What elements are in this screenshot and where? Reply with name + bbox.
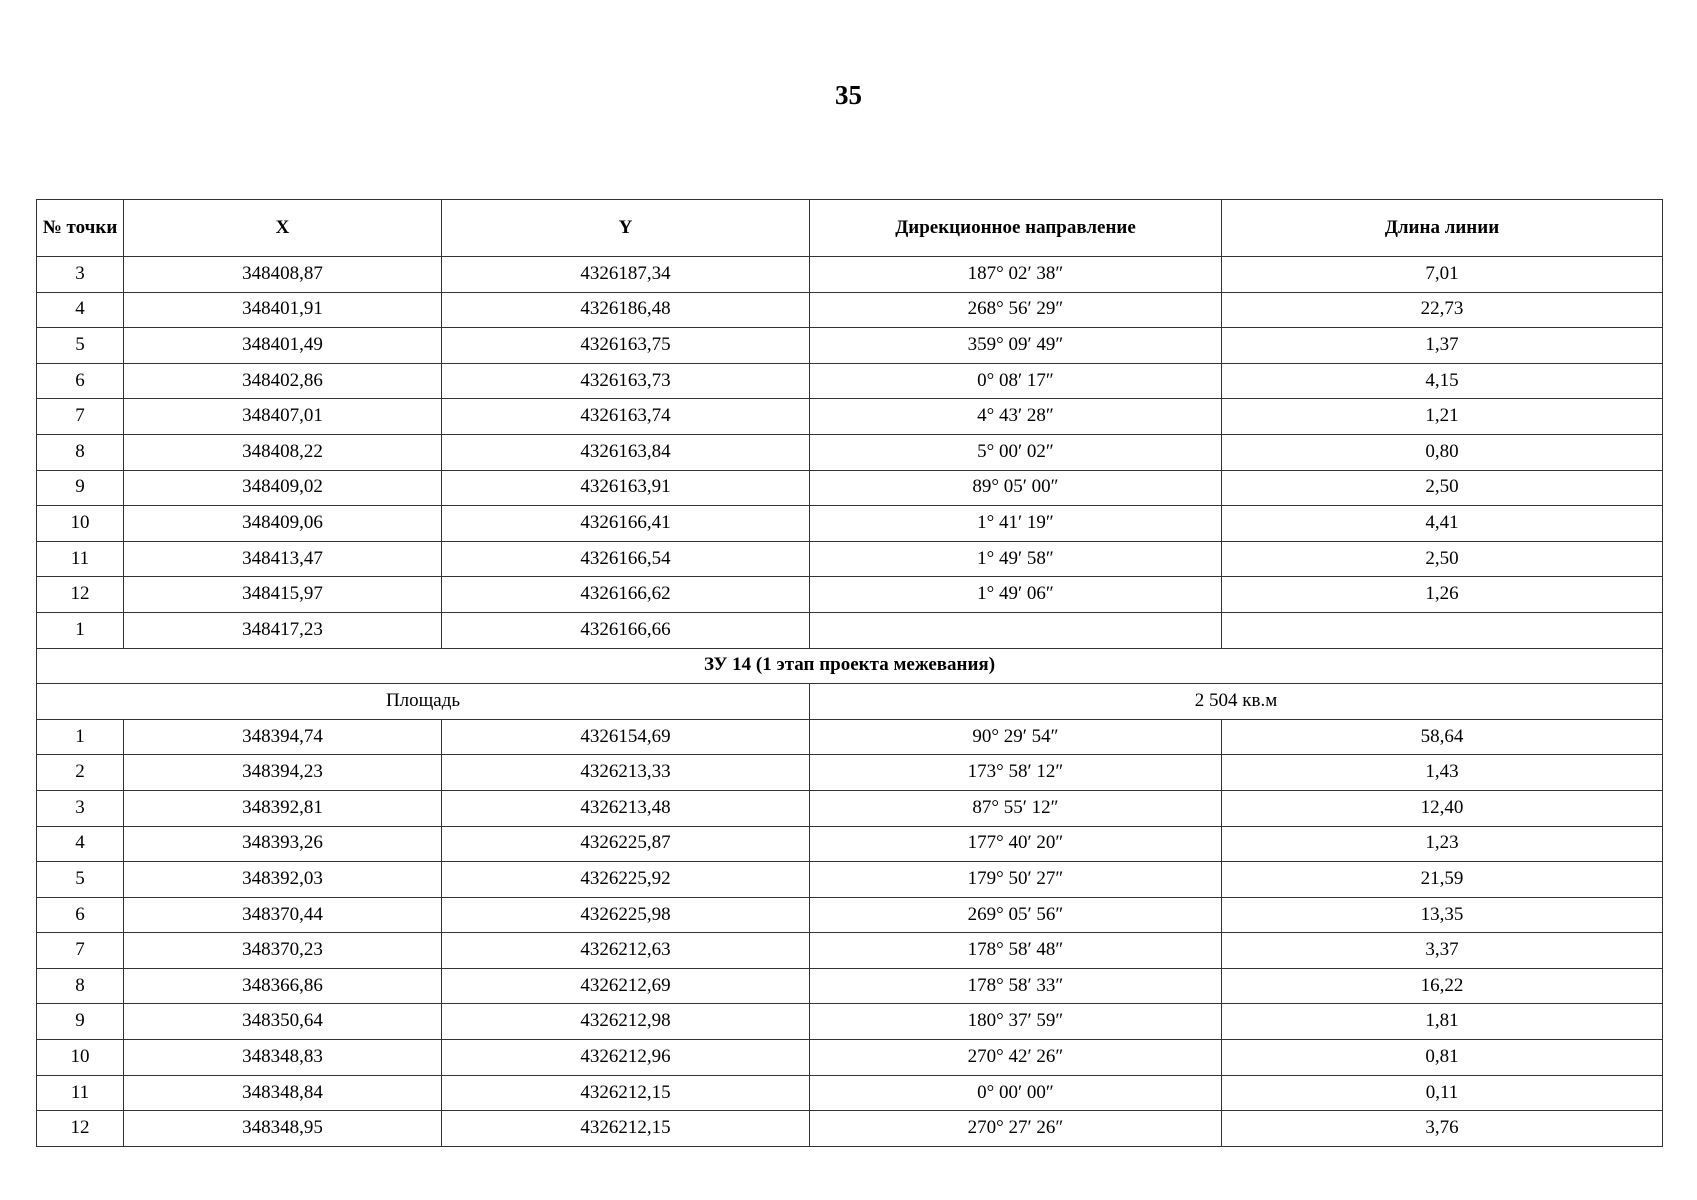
table-row xyxy=(37,897,1663,933)
x-cell: 348417,23 xyxy=(124,612,442,648)
table-row xyxy=(37,363,1663,399)
point-no-cell: 6 xyxy=(37,363,124,399)
length-cell: 3,37 xyxy=(1222,933,1663,969)
table-row xyxy=(37,862,1663,898)
x-cell: 348402,86 xyxy=(124,363,442,399)
x-cell: 348413,47 xyxy=(124,541,442,577)
direction-cell: 0° 00′ 00″ xyxy=(810,1075,1222,1111)
table-row xyxy=(37,577,1663,613)
header-direction: Дирекционное направление xyxy=(810,200,1222,257)
table-row xyxy=(37,1040,1663,1076)
direction-cell: 177° 40′ 20″ xyxy=(810,826,1222,862)
length-cell: 4,15 xyxy=(1222,363,1663,399)
x-cell: 348408,87 xyxy=(124,257,442,293)
direction-cell: 1° 41′ 19″ xyxy=(810,506,1222,542)
y-cell: 4326166,54 xyxy=(442,541,810,577)
point-no-cell: 11 xyxy=(37,1075,124,1111)
point-no-cell: 12 xyxy=(37,577,124,613)
area-label: Площадь xyxy=(37,684,810,720)
point-no-cell: 4 xyxy=(37,292,124,328)
direction-cell xyxy=(810,612,1222,648)
header-row xyxy=(37,200,1663,257)
direction-cell: 359° 09′ 49″ xyxy=(810,328,1222,364)
direction-cell: 178° 58′ 48″ xyxy=(810,933,1222,969)
table-row xyxy=(37,506,1663,542)
section-block xyxy=(37,648,1663,719)
x-cell: 348407,01 xyxy=(124,399,442,435)
table-row xyxy=(37,826,1663,862)
point-no-cell: 9 xyxy=(37,470,124,506)
table-row xyxy=(37,933,1663,969)
direction-cell: 4° 43′ 28″ xyxy=(810,399,1222,435)
length-cell: 1,37 xyxy=(1222,328,1663,364)
x-cell: 348366,86 xyxy=(124,968,442,1004)
point-no-cell: 11 xyxy=(37,541,124,577)
length-cell: 1,21 xyxy=(1222,399,1663,435)
length-cell: 1,81 xyxy=(1222,1004,1663,1040)
y-cell: 4326154,69 xyxy=(442,719,810,755)
table-row xyxy=(37,470,1663,506)
x-cell: 348370,44 xyxy=(124,897,442,933)
table-header xyxy=(37,200,1663,257)
y-cell: 4326163,91 xyxy=(442,470,810,506)
direction-cell: 270° 27′ 26″ xyxy=(810,1111,1222,1147)
x-cell: 348392,03 xyxy=(124,862,442,898)
length-cell: 0,81 xyxy=(1222,1040,1663,1076)
y-cell: 4326212,15 xyxy=(442,1111,810,1147)
table-row xyxy=(37,790,1663,826)
table-row xyxy=(37,399,1663,435)
y-cell: 4326212,69 xyxy=(442,968,810,1004)
x-cell: 348348,83 xyxy=(124,1040,442,1076)
table-row xyxy=(37,434,1663,470)
area-row xyxy=(37,684,1663,720)
y-cell: 4326186,48 xyxy=(442,292,810,328)
length-cell: 1,43 xyxy=(1222,755,1663,791)
y-cell: 4326213,48 xyxy=(442,790,810,826)
table-row xyxy=(37,541,1663,577)
direction-cell: 1° 49′ 06″ xyxy=(810,577,1222,613)
direction-cell: 1° 49′ 58″ xyxy=(810,541,1222,577)
table-row xyxy=(37,257,1663,293)
table-row xyxy=(37,1111,1663,1147)
table-row xyxy=(37,755,1663,791)
point-no-cell: 10 xyxy=(37,506,124,542)
y-cell: 4326213,33 xyxy=(442,755,810,791)
y-cell: 4326212,63 xyxy=(442,933,810,969)
y-cell: 4326163,74 xyxy=(442,399,810,435)
point-no-cell: 5 xyxy=(37,862,124,898)
point-no-cell: 7 xyxy=(37,933,124,969)
y-cell: 4326166,41 xyxy=(442,506,810,542)
direction-cell: 173° 58′ 12″ xyxy=(810,755,1222,791)
point-no-cell: 3 xyxy=(37,790,124,826)
point-no-cell: 8 xyxy=(37,434,124,470)
point-no-cell: 12 xyxy=(37,1111,124,1147)
y-cell: 4326163,75 xyxy=(442,328,810,364)
x-cell: 348409,06 xyxy=(124,506,442,542)
point-no-cell: 7 xyxy=(37,399,124,435)
y-cell: 4326225,87 xyxy=(442,826,810,862)
length-cell: 12,40 xyxy=(1222,790,1663,826)
direction-cell: 87° 55′ 12″ xyxy=(810,790,1222,826)
header-length: Длина линии xyxy=(1222,200,1663,257)
area-value: 2 504 кв.м xyxy=(810,684,1663,720)
y-cell: 4326212,98 xyxy=(442,1004,810,1040)
direction-cell: 0° 08′ 17″ xyxy=(810,363,1222,399)
y-cell: 4326187,34 xyxy=(442,257,810,293)
table-row xyxy=(37,968,1663,1004)
x-cell: 348393,26 xyxy=(124,826,442,862)
x-cell: 348392,81 xyxy=(124,790,442,826)
length-cell: 3,76 xyxy=(1222,1111,1663,1147)
y-cell: 4326225,98 xyxy=(442,897,810,933)
page-number: 35 xyxy=(835,80,862,110)
length-cell: 58,64 xyxy=(1222,719,1663,755)
direction-cell: 89° 05′ 00″ xyxy=(810,470,1222,506)
direction-cell: 5° 00′ 02″ xyxy=(810,434,1222,470)
point-no-cell: 1 xyxy=(37,612,124,648)
point-no-cell: 8 xyxy=(37,968,124,1004)
length-cell: 1,23 xyxy=(1222,826,1663,862)
y-cell: 4326212,96 xyxy=(442,1040,810,1076)
point-no-cell: 1 xyxy=(37,719,124,755)
table-row xyxy=(37,1075,1663,1111)
y-cell: 4326166,62 xyxy=(442,577,810,613)
table-row xyxy=(37,719,1663,755)
section-title: ЗУ 14 (1 этап проекта межевания) xyxy=(37,648,1663,684)
length-cell: 2,50 xyxy=(1222,470,1663,506)
point-no-cell: 10 xyxy=(37,1040,124,1076)
coordinates-table xyxy=(36,199,1663,1147)
table-row xyxy=(37,292,1663,328)
x-cell: 348370,23 xyxy=(124,933,442,969)
y-cell: 4326163,73 xyxy=(442,363,810,399)
length-cell: 2,50 xyxy=(1222,541,1663,577)
x-cell: 348394,23 xyxy=(124,755,442,791)
header-y: Y xyxy=(442,200,810,257)
length-cell: 22,73 xyxy=(1222,292,1663,328)
direction-cell: 270° 42′ 26″ xyxy=(810,1040,1222,1076)
y-cell: 4326212,15 xyxy=(442,1075,810,1111)
point-no-cell: 4 xyxy=(37,826,124,862)
x-cell: 348401,49 xyxy=(124,328,442,364)
x-cell: 348408,22 xyxy=(124,434,442,470)
section-title-row xyxy=(37,648,1663,684)
x-cell: 348348,95 xyxy=(124,1111,442,1147)
length-cell: 21,59 xyxy=(1222,862,1663,898)
table-body-part-2 xyxy=(37,719,1663,1146)
direction-cell: 268° 56′ 29″ xyxy=(810,292,1222,328)
table-row xyxy=(37,328,1663,364)
header-point-no: № точки xyxy=(37,200,124,257)
length-cell xyxy=(1222,612,1663,648)
table-body-part-1 xyxy=(37,257,1663,649)
length-cell: 13,35 xyxy=(1222,897,1663,933)
x-cell: 348415,97 xyxy=(124,577,442,613)
length-cell: 16,22 xyxy=(1222,968,1663,1004)
x-cell: 348394,74 xyxy=(124,719,442,755)
direction-cell: 90° 29′ 54″ xyxy=(810,719,1222,755)
point-no-cell: 5 xyxy=(37,328,124,364)
length-cell: 0,11 xyxy=(1222,1075,1663,1111)
table-row xyxy=(37,1004,1663,1040)
length-cell: 7,01 xyxy=(1222,257,1663,293)
direction-cell: 187° 02′ 38″ xyxy=(810,257,1222,293)
direction-cell: 178° 58′ 33″ xyxy=(810,968,1222,1004)
table-row xyxy=(37,612,1663,648)
direction-cell: 180° 37′ 59″ xyxy=(810,1004,1222,1040)
length-cell: 4,41 xyxy=(1222,506,1663,542)
point-no-cell: 2 xyxy=(37,755,124,791)
length-cell: 1,26 xyxy=(1222,577,1663,613)
header-x: X xyxy=(124,200,442,257)
point-no-cell: 3 xyxy=(37,257,124,293)
y-cell: 4326225,92 xyxy=(442,862,810,898)
x-cell: 348350,64 xyxy=(124,1004,442,1040)
x-cell: 348409,02 xyxy=(124,470,442,506)
point-no-cell: 9 xyxy=(37,1004,124,1040)
direction-cell: 179° 50′ 27″ xyxy=(810,862,1222,898)
x-cell: 348401,91 xyxy=(124,292,442,328)
y-cell: 4326163,84 xyxy=(442,434,810,470)
y-cell: 4326166,66 xyxy=(442,612,810,648)
x-cell: 348348,84 xyxy=(124,1075,442,1111)
length-cell: 0,80 xyxy=(1222,434,1663,470)
point-no-cell: 6 xyxy=(37,897,124,933)
direction-cell: 269° 05′ 56″ xyxy=(810,897,1222,933)
